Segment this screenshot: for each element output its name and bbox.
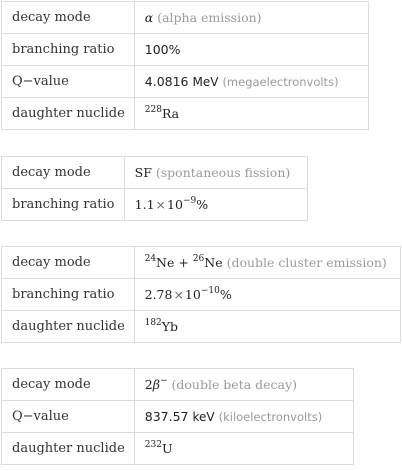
mass-number: 228: [144, 104, 162, 115]
element-symbol: Yb: [161, 319, 179, 334]
ratio-mantissa: 2.78: [144, 287, 173, 302]
mass-number-2: 26: [192, 253, 205, 264]
table-row: [2, 433, 354, 465]
table-row: [2, 2, 369, 34]
decay-mode-value: [134, 2, 368, 34]
decay-mode-note: (alpha emission): [157, 10, 262, 25]
q-value-label: Q−value: [2, 401, 135, 433]
daughter-nuclide-label: daughter nuclide: [2, 433, 135, 465]
cluster-decay-table: [1, 246, 401, 343]
ratio-base: 10: [167, 197, 183, 212]
table-row: [2, 247, 401, 279]
decay-mode-symbol: SF: [134, 165, 152, 180]
beta-charge: −: [159, 375, 168, 386]
ratio-mantissa: 1.1: [134, 197, 155, 212]
fission-decay-table: [1, 156, 308, 221]
beta-symbol: β: [152, 377, 160, 392]
ratio-exponent: −9: [182, 195, 197, 206]
decay-mode-note: (double beta decay): [171, 377, 297, 392]
decay-mode-label: decay mode: [2, 2, 135, 34]
branching-ratio-value: [134, 279, 400, 311]
decay-mode-value: [124, 157, 307, 189]
branching-ratio-label: branching ratio: [2, 279, 135, 311]
ratio-base: 10: [184, 287, 201, 302]
alpha-symbol: α: [144, 10, 154, 25]
table-row: [2, 66, 369, 98]
decay-mode-note: (spontaneous fission): [155, 165, 291, 180]
alpha-decay-table: [1, 1, 369, 130]
table-row: [2, 98, 369, 130]
decay-mode-note: (double cluster emission): [226, 255, 387, 270]
mass-number-1: 24: [144, 253, 157, 264]
table-row: [2, 34, 369, 66]
q-value-number: 4.0816: [144, 74, 189, 89]
table-row: [2, 189, 308, 221]
times-sign: ×: [173, 287, 184, 302]
ratio-exponent: −10: [200, 285, 220, 296]
double-beta-decay-table: [1, 368, 354, 465]
q-value-unit: keV: [192, 410, 215, 424]
table-row: [2, 311, 401, 343]
element-symbol-1: Ne: [156, 255, 175, 270]
daughter-nuclide-value: [134, 311, 400, 343]
daughter-nuclide-value: [134, 98, 368, 130]
daughter-nuclide-label: daughter nuclide: [2, 98, 135, 130]
daughter-nuclide-value: [134, 433, 353, 465]
q-value-note: (megaelectronvolts): [222, 75, 339, 89]
branching-ratio-label: branching ratio: [2, 189, 125, 221]
branching-ratio-value: [124, 189, 307, 221]
times-sign: ×: [155, 197, 167, 212]
q-value-number: 837.57: [144, 409, 189, 424]
element-symbol-2: Ne: [204, 255, 223, 270]
particle-count: 2: [144, 377, 153, 392]
ratio-unit: %: [196, 197, 209, 212]
ratio-unit: %: [219, 287, 232, 302]
mass-number: 232: [144, 439, 162, 450]
branching-ratio-value: 100%: [134, 34, 368, 66]
q-value-value: [134, 401, 353, 433]
element-symbol: Ra: [161, 106, 180, 121]
q-value-note: (kiloelectronvolts): [218, 410, 323, 424]
daughter-nuclide-label: daughter nuclide: [2, 311, 135, 343]
table-row: [2, 401, 354, 433]
element-symbol: U: [161, 441, 173, 456]
q-value-unit: MeV: [192, 75, 219, 89]
q-value-label: Q−value: [2, 66, 135, 98]
mass-number: 182: [144, 317, 162, 328]
decay-mode-label: decay mode: [2, 157, 125, 189]
decay-mode-label: decay mode: [2, 369, 135, 401]
q-value-value: [134, 66, 368, 98]
decay-mode-value: [134, 247, 400, 279]
branching-ratio-label: branching ratio: [2, 34, 135, 66]
table-row: [2, 369, 354, 401]
decay-mode-value: [134, 369, 353, 401]
table-row: [2, 279, 401, 311]
decay-mode-label: decay mode: [2, 247, 135, 279]
plus-sign: +: [174, 255, 193, 270]
table-row: [2, 157, 308, 189]
